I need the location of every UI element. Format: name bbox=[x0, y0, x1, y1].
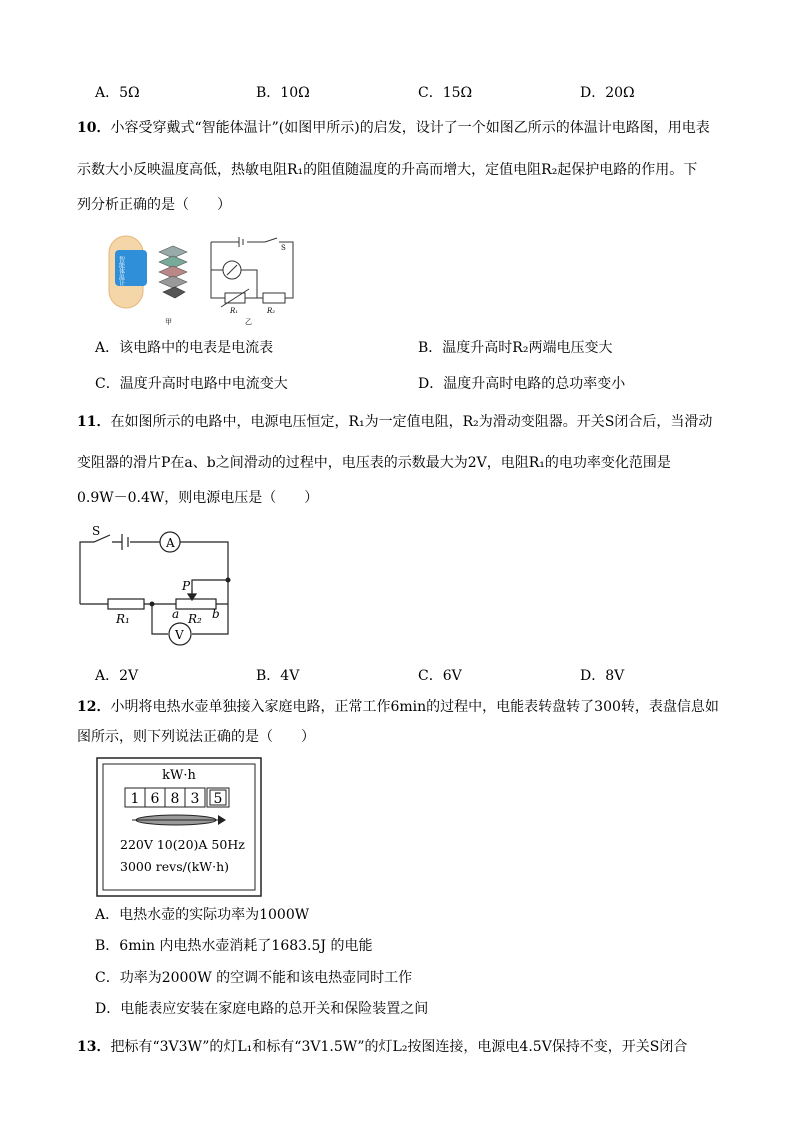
q10-text-1: 小容受穿戴式“智能体温计”(如图甲所示)的启发，设计了一个如图乙所示的体温计电路图，用电表 bbox=[110, 120, 710, 136]
q10-number: 10． bbox=[77, 120, 111, 136]
energy-meter-figure bbox=[96, 757, 262, 897]
r2-resistor bbox=[263, 293, 285, 303]
patch-text: 智能体温计 bbox=[117, 256, 125, 286]
meter-digit-3: 8 bbox=[170, 791, 180, 807]
meter-rotor-disc bbox=[132, 815, 226, 825]
label-r1: R₁ bbox=[230, 307, 239, 315]
rotor-arrow-icon bbox=[218, 815, 226, 825]
q13-text-1: 把标有“3V3W”的灯L₁和标有“3V1.5W”的灯L₂按图连接，电源电4.5V保持不变，开关S闭合 bbox=[110, 1039, 688, 1055]
q11-line-2: 变阻器的滑片P在a、b之间滑动的过程中，电压表的示数最大为2V，电阻R₁的电功率变化范围是 bbox=[77, 455, 671, 471]
meter-spec: 220V 10(20)A 50Hz bbox=[120, 837, 245, 852]
q10-option-c: C．温度升高时电路中电流变大 bbox=[95, 376, 288, 392]
q10-figure bbox=[107, 232, 297, 327]
q11-number: 11． bbox=[77, 414, 111, 430]
q12-line-1 bbox=[77, 698, 719, 716]
terminal-a: a bbox=[172, 607, 180, 621]
label-r2: R₂ bbox=[267, 307, 276, 315]
q10-option-a: A．该电路中的电表是电流表 bbox=[95, 340, 274, 356]
q12-option-a: A．电热水壶的实际功率为1000W bbox=[95, 907, 310, 923]
label-jia: 甲 bbox=[165, 318, 172, 326]
q13-number: 13． bbox=[77, 1039, 111, 1055]
q12-option-c: C．功率为2000W 的空调不能和该电热壶同时工作 bbox=[95, 970, 413, 986]
q10-line-1 bbox=[77, 119, 710, 137]
q10-option-b: B．温度升高时R₂两端电压变大 bbox=[418, 340, 613, 356]
meter-unit: kW·h bbox=[162, 768, 196, 783]
q11-option-d: D．8V bbox=[580, 668, 625, 684]
q11-circuit-svg bbox=[74, 522, 239, 652]
q10-figure-svg bbox=[107, 232, 297, 327]
q10-line-2: 示数大小反映温度高低，热敏电阻R₁的阻值随温度的升高而增大，定值电阻R₂起保护电路的作用。下 bbox=[77, 162, 698, 178]
q11-label-r2: R₂ bbox=[188, 612, 202, 626]
q11-option-c: C．6V bbox=[418, 668, 462, 684]
q10-line-3: 列分析正确的是（ ） bbox=[77, 197, 231, 213]
meter-revs: 3000 revs/(kW·h) bbox=[120, 859, 230, 874]
q12-line-2: 图所示，则下列说法正确的是（ ） bbox=[77, 729, 315, 745]
ammeter-label: A bbox=[166, 536, 175, 550]
q9-option-d: D．20Ω bbox=[580, 85, 635, 101]
q12-text-1: 小明将电热水壶单独接入家庭电路，正常工作6min的过程中，电能表转盘转了300转，表盘信息如 bbox=[110, 699, 719, 715]
label-switch-s: S bbox=[281, 244, 286, 252]
voltmeter-label: V bbox=[175, 628, 184, 642]
terminal-b: b bbox=[212, 607, 220, 621]
slider-label-p: P bbox=[182, 579, 191, 593]
label-yi: 乙 bbox=[245, 318, 252, 326]
q11-label-s: S bbox=[92, 524, 101, 538]
q11-label-r1: R₁ bbox=[116, 612, 130, 626]
junction-dot-right bbox=[226, 578, 231, 583]
q11-figure bbox=[74, 522, 239, 652]
q13-line-1 bbox=[77, 1038, 687, 1056]
q11-option-b: B．4V bbox=[256, 668, 300, 684]
q9-option-a: A．5Ω bbox=[95, 85, 140, 101]
q11-r2-rheostat bbox=[176, 599, 216, 609]
chip-stack-icon bbox=[159, 246, 187, 298]
meter-digit-2: 6 bbox=[150, 791, 160, 807]
junction-dot-left bbox=[150, 602, 155, 607]
meter-digit-5: 5 bbox=[213, 791, 223, 807]
q10-option-d: D．温度升高时电路的总功率变小 bbox=[418, 376, 626, 392]
q11-text-1: 在如图所示的电路中，电源电压恒定，R₁为一定值电阻，R₂为滑动变阻器。开关S闭合后，当滑动 bbox=[110, 414, 713, 430]
meter-digit-4: 3 bbox=[190, 791, 200, 807]
slider-wire bbox=[192, 580, 228, 596]
q12-option-b: B．6min 内电热水壶消耗了1683.5J 的电能 bbox=[95, 938, 373, 954]
meter-digit-1: 1 bbox=[130, 791, 140, 807]
q11-r1-resistor bbox=[108, 599, 144, 609]
energy-meter-svg bbox=[96, 757, 262, 897]
q12-number: 12． bbox=[77, 699, 111, 715]
q11-line-1 bbox=[77, 413, 712, 431]
q12-option-d: D．电能表应安装在家庭电路的总开关和保险装置之间 bbox=[95, 1001, 429, 1017]
meter-needle bbox=[227, 265, 237, 275]
q9-option-b: B．10Ω bbox=[256, 85, 310, 101]
q11-line-3: 0.9W－0.4W，则电源电压是（ ） bbox=[77, 490, 319, 506]
q9-option-c: C．15Ω bbox=[418, 85, 473, 101]
q11-option-a: A．2V bbox=[95, 668, 139, 684]
